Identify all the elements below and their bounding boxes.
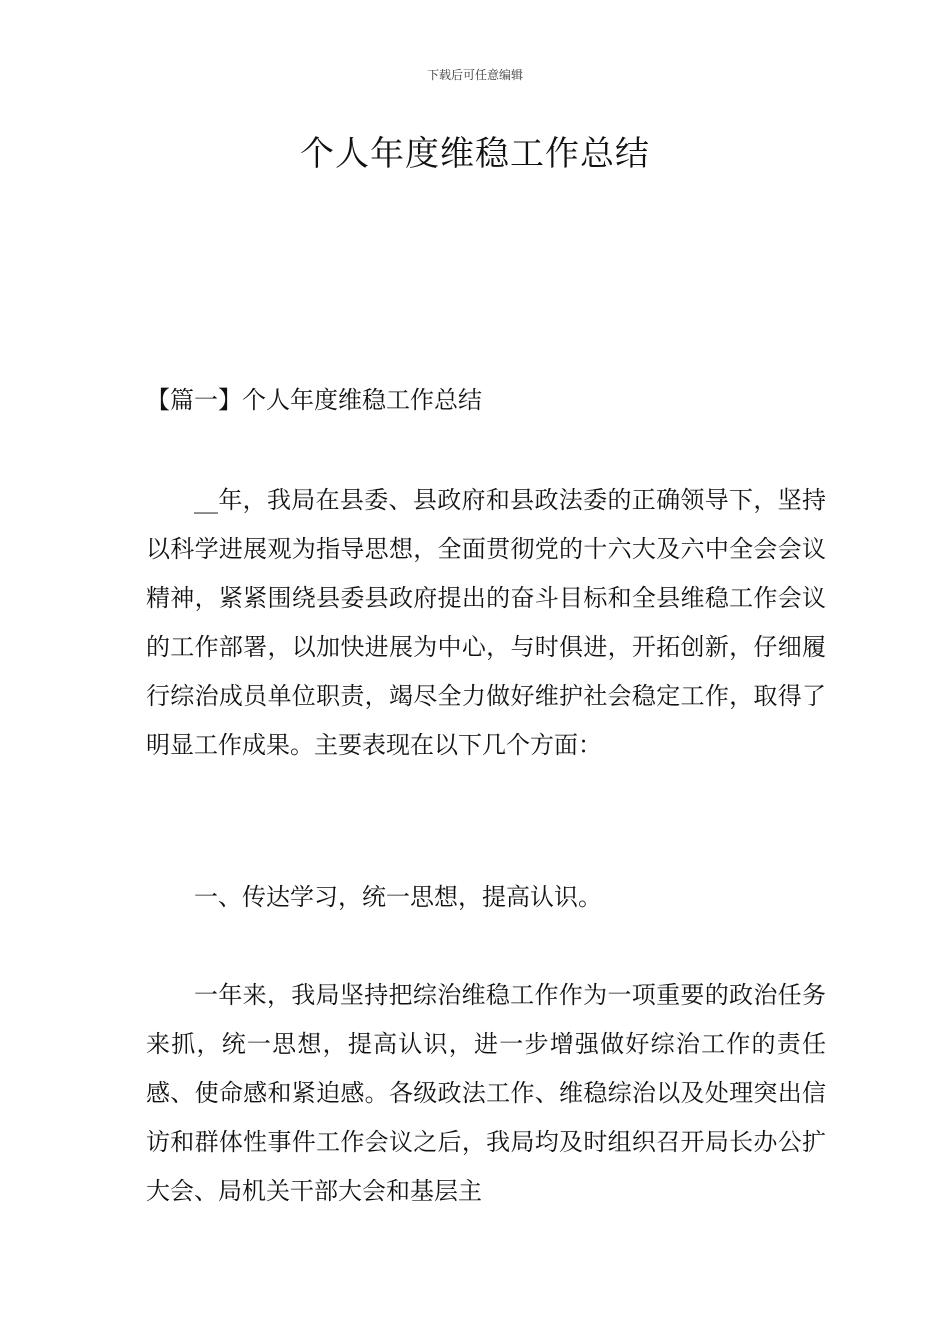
paragraph-body: 一年来，我局坚持把综治维稳工作作为一项重要的政治任务来抓，统一思想，提高认识，进一步增强做好综治工作的责任感、使命感和紧迫感。各级政法工作、维稳综治以及处理突出信访和群体性事件工作会议之后，我局均及时组织召开局长办公扩大会、局机关干部大会和基层主 xyxy=(146,981,826,1205)
document-title: 个人年度维稳工作总结 xyxy=(300,134,650,174)
subheading-1: 一、传达学习，统一思想，提高认识。 xyxy=(194,883,602,911)
paragraph-intro: __年，我局在县委、县政府和县政法委的正确领导下，坚持以科学进展观为指导思想，全面贯彻党的十六大及六中全会会议精神，紧紧围绕县委县政府提出的奋斗目标和全县维稳工作会议的工作部署，以加快进展为中心，与时俱进，开拓创新，仔细履行综治成员单位职责，竭尽全力做好维护社会稳定工作，取得了明显工作成果。主要表现在以下几个方面： xyxy=(146,486,826,759)
header-note: 下载后可任意编辑 xyxy=(426,68,523,82)
section-heading: 【篇一】个人年度维稳工作总结 xyxy=(146,386,482,414)
